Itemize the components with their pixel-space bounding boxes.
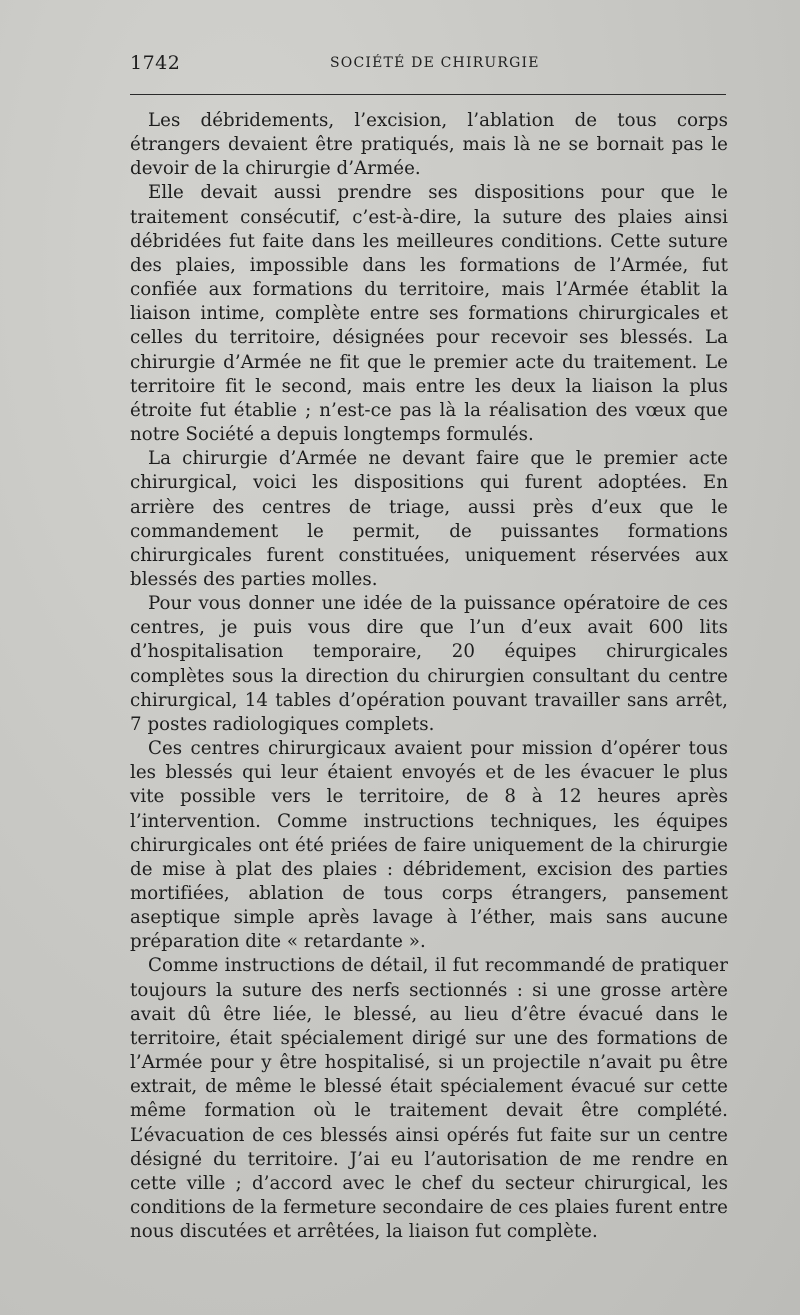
paragraph: Les débridements, l’excision, l’ablation de tous corps étrangers devaient être pratiqués, mais là ne se bornait pas le devoir de la chirurgie d’Armée. bbox=[130, 110, 728, 180]
page-number: 1742 bbox=[130, 52, 181, 74]
paragraph: Elle devait aussi prendre ses dispositions pour que le traitement consécutif, c’est-à-dire, la suture des plaies ainsi débridées fut faite dans les meilleures conditions. Cette suture des plaies, impossible dans les formations de l’Armée, fut confiée aux formations du territoire, mais l’Armée établit la liaison intime, complète entre ses formations chirurgicales et celles du territoire, désignées pour recevoir ses blessés. La chirurgie d’Armée ne fit que le premier acte du traitement. Le territoire fit le second, mais entre les deux la liaison la plus étroite fut établie ; n’est-ce pas là la réalisation des vœux que notre Société a depuis longtemps formulés. bbox=[130, 182, 728, 446]
paragraph: Pour vous donner une idée de la puissance opératoire de ces centres, je puis vous dire que l’un d’eux avait 600 lits d’hospitalisation temporaire, 20 équipes chirurgicales complètes sous la direction du chirurgien consultant du centre chirurgical, 14 tables d’opération pouvant travailler sans arrêt, 7 postes radiologiques complets. bbox=[130, 593, 728, 735]
running-title: SOCIÉTÉ DE CHIRURGIE bbox=[330, 55, 540, 71]
paragraph: Comme instructions de détail, il fut recommandé de pratiquer toujours la suture des nerfs sectionnés : si une grosse artère avait dû être liée, le blessé, au lieu d’être évacué dans le territoire, était spécialement dirigé sur une des formations de l’Armée pour y être hospitalisé, si un projectile n’avait pu être extrait, de même le blessé était spécialement évacué sur cette même formation où le traitement devait être complété. L’évacuation de ces blessés ainsi opérés fut faite sur un centre désigné du territoire. J’ai eu l’autorisation de me rendre en cette ville ; d’accord avec le chef du secteur chirurgical, les conditions de la fermeture secondaire de ces plaies furent entre nous discutées et arrêtées, la liaison fut complète. bbox=[130, 955, 728, 1243]
paragraph: La chirurgie d’Armée ne devant faire que le premier acte chirurgical, voici les dispositions qui furent adoptées. En arrière des centres de triage, aussi près d’eux que le commandement le permit, de puissantes formations chirurgicales furent constituées, uniquement réservées aux blessés des parties molles. bbox=[130, 448, 728, 590]
paragraph: Ces centres chirurgicaux avaient pour mission d’opérer tous les blessés qui leur étaient envoyés et de les évacuer le plus vite possible vers le territoire, de 8 à 12 heures après l’intervention. Comme instructions techniques, les équipes chirurgicales ont été priées de faire uniquement de la chirurgie de mise à plat des plaies : débridement, excision des parties mortifiées, ablation de tous corps étrangers, pansement aseptique simple après lavage à l’éther, mais sans aucune préparation dite « retardante ». bbox=[130, 738, 728, 953]
header-rule bbox=[130, 94, 726, 95]
body-text bbox=[130, 109, 728, 1244]
running-header bbox=[130, 52, 726, 74]
